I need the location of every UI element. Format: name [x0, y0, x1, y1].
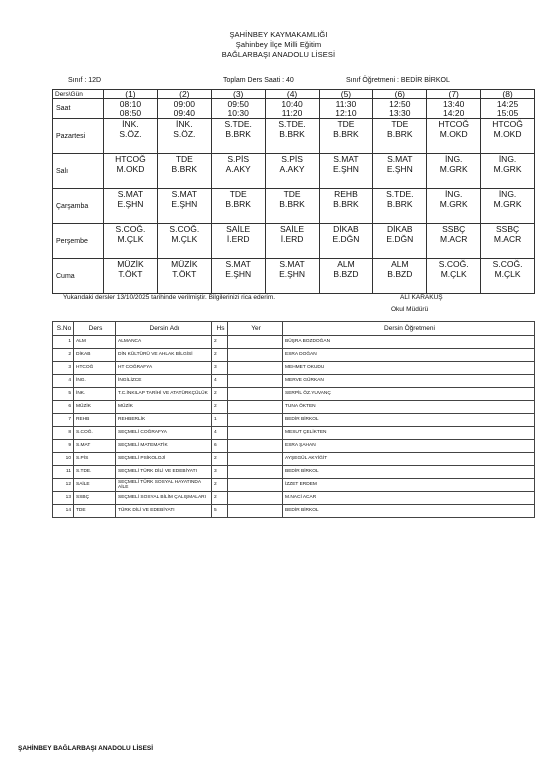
lesson-code: SSBÇ — [74, 492, 116, 505]
row-number: 4 — [53, 375, 74, 388]
teacher-code: B.BZD — [387, 269, 413, 279]
start-time: 11:30 — [335, 98, 357, 109]
teacher-code: M.GRK — [439, 164, 468, 174]
teacher-code: E.DĞN — [332, 234, 360, 244]
day-label: Çarşamba — [53, 189, 104, 224]
weekly-hours: 2 — [212, 349, 228, 362]
lesson-code: İNG. — [74, 375, 116, 388]
period-number: (5) — [319, 90, 373, 99]
lesson-name: HT COĞRAFYA — [116, 362, 212, 375]
lesson-cell — [211, 259, 265, 294]
header-line-1: ŞAHİNBEY KAYMAKAMLIĞI — [229, 30, 328, 39]
lesson-name: SEÇMELİ TÜRK DİLİ VE EDEBİYATI — [116, 466, 212, 479]
row-number: 10 — [53, 453, 74, 466]
lesson-cell — [157, 189, 211, 224]
start-time: 09:00 — [173, 98, 195, 109]
lesson-code: S.MAT — [387, 154, 413, 164]
lesson-code: S.PİS — [281, 154, 303, 164]
teacher-code: İ.ERD — [226, 234, 250, 244]
teacher-code: S.ÖZ. — [119, 129, 142, 139]
start-time: 13:40 — [443, 98, 465, 109]
period-time — [211, 99, 265, 119]
name-header: Dersin Adı — [116, 322, 212, 336]
teacher-code: M.ACR — [493, 234, 522, 244]
lesson-code: TDE — [175, 154, 193, 164]
period-number: (8) — [481, 90, 535, 99]
period-number: (1) — [104, 90, 158, 99]
end-time: 12:10 — [335, 107, 357, 118]
teacher-code: E.ŞHN — [279, 269, 306, 279]
lesson-cell — [481, 189, 535, 224]
teacher-code: B.BRK — [333, 129, 359, 139]
classroom — [228, 453, 283, 466]
day-row — [53, 259, 535, 294]
end-time: 15:05 — [496, 107, 519, 118]
weekly-hours: 2 — [212, 453, 228, 466]
header-line-2: Şahinbey İlçe Milli Eğitim — [235, 40, 322, 49]
lesson-code: S.COĞ. — [115, 224, 146, 234]
weekly-hours: 3 — [212, 466, 228, 479]
lesson-code: DİKAB — [387, 224, 413, 234]
lesson-cell — [481, 224, 535, 259]
lesson-cell — [157, 259, 211, 294]
lesson-cell — [104, 224, 158, 259]
lesson-name: SEÇMELİ MATEMATİK — [116, 440, 212, 453]
lesson-cell — [211, 154, 265, 189]
principal-title: Okul Müdürü — [391, 306, 429, 313]
lesson-cell — [427, 154, 481, 189]
lesson-name: DİN KÜLTÜRÜ VE AHLAK BİLGİSİ — [116, 349, 212, 362]
teacher-code: E.ŞHN — [117, 199, 144, 209]
classroom — [228, 492, 283, 505]
teacher-code: E.ŞHN — [225, 269, 252, 279]
start-time: 12:50 — [389, 98, 411, 109]
teacher-name: ESRA ŞAHAN — [283, 440, 535, 453]
start-time: 08:10 — [119, 98, 142, 109]
row-number: 9 — [53, 440, 74, 453]
lesson-code: S.MAT — [117, 189, 144, 199]
teacher-name: İZZET ERDEM — [283, 479, 535, 492]
total-hours-label: Toplam Ders Saati : 40 — [223, 77, 294, 84]
teacher-name: M.NACİ ACAR — [283, 492, 535, 505]
footer-school-name: ŞAHİNBEY BAĞLARBAŞI ANADOLU LİSESİ — [18, 745, 154, 752]
hours-header: Hs — [212, 322, 228, 336]
table-row — [53, 492, 535, 505]
teacher-code: S.ÖZ. — [173, 129, 196, 139]
lesson-cell — [265, 224, 319, 259]
lesson-code: TDE — [337, 119, 355, 129]
table-row — [53, 427, 535, 440]
lesson-cell — [319, 119, 373, 154]
sno-header: S.No — [53, 322, 74, 336]
lesson-code: MÜZİK — [74, 401, 116, 414]
period-time — [481, 99, 535, 119]
weekly-hours: 1 — [212, 414, 228, 427]
table-row — [53, 414, 535, 427]
lesson-cell — [427, 189, 481, 224]
table-row — [53, 349, 535, 362]
lesson-cell — [211, 189, 265, 224]
table-row — [53, 479, 535, 492]
teacher-code: M.OKD — [493, 129, 522, 139]
teacher-name: SERPİL ÖZ.YUVANÇ — [283, 388, 535, 401]
classroom — [228, 479, 283, 492]
corner-label: Ders\Gün — [53, 90, 104, 99]
teacher-code: B.BRK — [387, 129, 413, 139]
weekly-hours: 2 — [212, 492, 228, 505]
teacher-code: E.DĞN — [386, 234, 414, 244]
classroom — [228, 414, 283, 427]
period-time — [265, 99, 319, 119]
code-header: Ders — [74, 322, 116, 336]
table-row — [53, 362, 535, 375]
teacher-code: A.AKY — [279, 164, 305, 174]
period-number: (6) — [373, 90, 427, 99]
teacher-code: M.GRK — [493, 164, 522, 174]
teacher-code: B.BRK — [387, 199, 413, 209]
period-time — [104, 99, 158, 119]
lesson-cell — [265, 119, 319, 154]
period-number: (7) — [427, 90, 481, 99]
row-number: 2 — [53, 349, 74, 362]
end-time: 10:30 — [227, 107, 249, 118]
start-time: 09:50 — [227, 98, 249, 109]
lesson-code: HTCOĞ — [74, 362, 116, 375]
teacher-code: M.ACR — [439, 234, 468, 244]
lesson-cell — [427, 259, 481, 294]
lesson-code: S.COĞ. — [492, 259, 523, 269]
period-number: (2) — [157, 90, 211, 99]
table-row — [53, 336, 535, 349]
lesson-code: HTCOĞ — [115, 154, 146, 164]
lesson-code: SSBÇ — [442, 224, 466, 234]
teacher-code: T.ÖKT — [118, 269, 143, 279]
lesson-code: S.MAT — [225, 259, 251, 269]
lesson-code: MÜZİK — [171, 259, 198, 269]
table-row — [53, 505, 535, 518]
classroom — [228, 401, 283, 414]
teacher-code: E.ŞHN — [332, 164, 359, 174]
period-number: (3) — [211, 90, 265, 99]
lesson-code: S.TDE. — [278, 119, 306, 129]
lesson-name: ALMANCA — [116, 336, 212, 349]
period-header-row — [53, 90, 535, 99]
time-row-label: Saat — [53, 99, 104, 119]
row-number: 6 — [53, 401, 74, 414]
lesson-code: REHB — [74, 414, 116, 427]
lesson-code: S.MAT — [171, 189, 197, 199]
lesson-code: ALM — [391, 259, 409, 269]
teacher-name: AYŞEGÜL AKYİĞİT — [283, 453, 535, 466]
teacher-name: MEHMET OKUDU — [283, 362, 535, 375]
row-number: 11 — [53, 466, 74, 479]
lesson-name: İNGİLİZCE — [116, 375, 212, 388]
lesson-code: S.MAT — [74, 440, 116, 453]
teacher-name: BÜŞRA BOZDOĞAN — [283, 336, 535, 349]
classroom — [228, 440, 283, 453]
lesson-code: S.COĞ. — [74, 427, 116, 440]
lesson-code: SAİLE — [74, 479, 116, 492]
lesson-code: İNK. — [74, 388, 116, 401]
class-label: Sınıf : 12D — [68, 77, 102, 84]
lesson-code: S.PİS — [74, 453, 116, 466]
teacher-code: B.BRK — [225, 129, 251, 139]
weekly-hours: 2 — [212, 479, 228, 492]
row-number: 5 — [53, 388, 74, 401]
lesson-code: REHB — [334, 189, 358, 199]
lesson-name: SEÇMELİ SOSYAL BİLİM ÇALIŞMALARI — [116, 492, 212, 505]
period-time — [319, 99, 373, 119]
row-number: 12 — [53, 479, 74, 492]
day-label: Pazartesi — [53, 119, 104, 154]
weekly-timetable — [52, 89, 535, 294]
lesson-name: MÜZİK — [116, 401, 212, 414]
teacher-code: M.ÇLK — [171, 234, 198, 244]
weekly-hours: 4 — [212, 427, 228, 440]
lesson-cell — [104, 189, 158, 224]
teacher-code: M.OKD — [116, 164, 145, 174]
weekly-hours: 4 — [212, 375, 228, 388]
end-time: 14:20 — [443, 107, 465, 118]
lesson-code: MÜZİK — [117, 259, 144, 269]
lesson-cell — [157, 119, 211, 154]
note-text: Yukarıdaki dersler 13/10/2025 tarihinde verilmiştir. Bilgilerinizi rica ederim. — [63, 294, 276, 301]
lesson-cell — [157, 224, 211, 259]
period-number: (4) — [265, 90, 319, 99]
teacher-code: M.OKD — [439, 129, 468, 139]
weekly-hours: 2 — [212, 401, 228, 414]
teacher-name: TUNA ÖKTEN — [283, 401, 535, 414]
lesson-cell — [427, 119, 481, 154]
end-time: 08:50 — [119, 107, 142, 118]
classroom — [228, 427, 283, 440]
start-time: 14:25 — [496, 98, 519, 109]
table-row — [53, 401, 535, 414]
teacher-name: MESUT ÇELİKTEN — [283, 427, 535, 440]
lesson-code: İNK. — [176, 119, 193, 129]
teacher-code: B.BZD — [333, 269, 359, 279]
lesson-code: TDE — [229, 189, 247, 199]
classroom — [228, 349, 283, 362]
day-label: Salı — [53, 154, 104, 189]
lesson-code: TDE — [74, 505, 116, 518]
classroom — [228, 505, 283, 518]
row-number: 14 — [53, 505, 74, 518]
lesson-list-table — [52, 321, 535, 518]
day-row — [53, 189, 535, 224]
lesson-code: S.MAT — [333, 154, 359, 164]
teacher-header: Dersin Öğretmeni — [283, 322, 535, 336]
lesson-cell — [319, 259, 373, 294]
lesson-code: TDE — [391, 119, 409, 129]
lesson-code: S.PİS — [227, 154, 250, 164]
lesson-cell — [427, 224, 481, 259]
lesson-cell — [481, 119, 535, 154]
lesson-code: TDE — [283, 189, 301, 199]
start-time: 10:40 — [281, 98, 303, 109]
lesson-cell — [104, 119, 158, 154]
lesson-cell — [373, 119, 427, 154]
end-time: 11:20 — [281, 107, 303, 118]
period-time — [373, 99, 427, 119]
lesson-code: SSBÇ — [495, 224, 520, 234]
row-number: 7 — [53, 414, 74, 427]
lesson-name: SEÇMELİ COĞRAFYA — [116, 427, 212, 440]
teacher-code: M.ÇLK — [494, 269, 521, 279]
day-label: Cuma — [53, 259, 104, 294]
lesson-cell — [211, 119, 265, 154]
lesson-name: SEÇMELİ TÜRK SOSYAL HAYATINDA AİLE — [116, 479, 212, 492]
lesson-cell — [319, 189, 373, 224]
teacher-code: İ.ERD — [280, 234, 304, 244]
lesson-code: İNK. — [122, 119, 139, 129]
classroom — [228, 388, 283, 401]
lesson-name: T.C.İNKILAP TARİHİ VE ATATÜRKÇÜLÜK — [116, 388, 212, 401]
lesson-cell — [104, 154, 158, 189]
day-row — [53, 224, 535, 259]
row-number: 8 — [53, 427, 74, 440]
row-number: 1 — [53, 336, 74, 349]
header-line-3: BAĞLARBAŞI ANADOLU LİSESİ — [221, 50, 336, 59]
weekly-hours: 5 — [212, 505, 228, 518]
principal-name: ALİ KARAKUŞ — [400, 294, 443, 301]
weekly-hours: 2 — [212, 336, 228, 349]
lesson-code: İNG. — [498, 154, 517, 164]
teacher-code: M.GRK — [493, 199, 522, 209]
lesson-cell — [373, 259, 427, 294]
teacher-name: BEDİR BİRKOL — [283, 505, 535, 518]
time-row — [53, 99, 535, 119]
lesson-code: ALM — [337, 259, 355, 269]
lesson-code: S.MAT — [279, 259, 305, 269]
table-row — [53, 466, 535, 479]
lesson-code: S.COĞ. — [169, 224, 200, 234]
lesson-code: SAİLE — [226, 224, 251, 234]
period-time — [427, 99, 481, 119]
teacher-code: B.BRK — [225, 199, 251, 209]
classroom — [228, 336, 283, 349]
lesson-cell — [373, 154, 427, 189]
lesson-code: SAİLE — [280, 224, 305, 234]
teacher-code: M.GRK — [439, 199, 468, 209]
lesson-cell — [265, 189, 319, 224]
period-time — [157, 99, 211, 119]
teacher-code: T.ÖKT — [172, 269, 197, 279]
lesson-code: İNG. — [444, 189, 463, 199]
weekly-hours: 2 — [212, 388, 228, 401]
classroom — [228, 466, 283, 479]
lesson-code: İNG. — [498, 189, 517, 199]
lesson-code: S.COĞ. — [438, 259, 469, 269]
lesson-cell — [319, 154, 373, 189]
lesson-code: ALM — [74, 336, 116, 349]
lesson-code: S.TDE. — [224, 119, 252, 129]
lesson-cell — [373, 224, 427, 259]
row-number: 13 — [53, 492, 74, 505]
end-time: 13:30 — [389, 107, 411, 118]
teacher-name: BEDİR BİRKOL — [283, 414, 535, 427]
day-row — [53, 154, 535, 189]
lesson-cell — [265, 259, 319, 294]
lesson-cell — [481, 154, 535, 189]
lesson-cell — [319, 224, 373, 259]
lesson-list-header — [53, 322, 535, 336]
teacher-code: B.BRK — [333, 199, 359, 209]
table-row — [53, 375, 535, 388]
lesson-code: DİKAB — [333, 224, 359, 234]
classroom — [228, 362, 283, 375]
weekly-hours: 3 — [212, 362, 228, 375]
lesson-cell — [211, 224, 265, 259]
lesson-code: İNG. — [444, 154, 463, 164]
teacher-name: ESRA DOĞAN — [283, 349, 535, 362]
lesson-code: HTCOĞ — [492, 119, 523, 129]
classroom — [228, 375, 283, 388]
lesson-name: REHBERLİK — [116, 414, 212, 427]
weekly-hours: 6 — [212, 440, 228, 453]
table-row — [53, 440, 535, 453]
teacher-name: BEDİR BİRKOL — [283, 466, 535, 479]
lesson-code: S.TDE. — [74, 466, 116, 479]
teacher-code: M.ÇLK — [440, 269, 467, 279]
table-row — [53, 453, 535, 466]
lesson-cell — [481, 259, 535, 294]
lesson-name: TÜRK DİLİ VE EDEBİYATI — [116, 505, 212, 518]
teacher-code: M.ÇLK — [117, 234, 144, 244]
lesson-cell — [265, 154, 319, 189]
teacher-code: E.ŞHN — [171, 199, 198, 209]
lesson-code: DİKAB — [74, 349, 116, 362]
lesson-cell — [157, 154, 211, 189]
teacher-code: B.BRK — [171, 164, 198, 174]
table-row — [53, 388, 535, 401]
teacher-code: B.BRK — [279, 199, 305, 209]
teacher-code: E.ŞHN — [386, 164, 413, 174]
teacher-code: B.BRK — [279, 129, 305, 139]
lesson-cell — [104, 259, 158, 294]
lesson-name: SEÇMELİ PSİKOLOJİ — [116, 453, 212, 466]
row-number: 3 — [53, 362, 74, 375]
place-header: Yer — [228, 322, 283, 336]
class-teacher-label: Sınıf Öğretmeni : BEDİR BİRKOL — [346, 77, 450, 84]
lesson-code: S.TDE. — [386, 189, 414, 199]
end-time: 09:40 — [173, 107, 195, 118]
day-label: Perşembe — [53, 224, 104, 259]
teacher-code: A.AKY — [225, 164, 251, 174]
day-row — [53, 119, 535, 154]
lesson-code: HTCOĞ — [438, 119, 470, 129]
lesson-cell — [373, 189, 427, 224]
teacher-name: MERVE GÜRKAN — [283, 375, 535, 388]
